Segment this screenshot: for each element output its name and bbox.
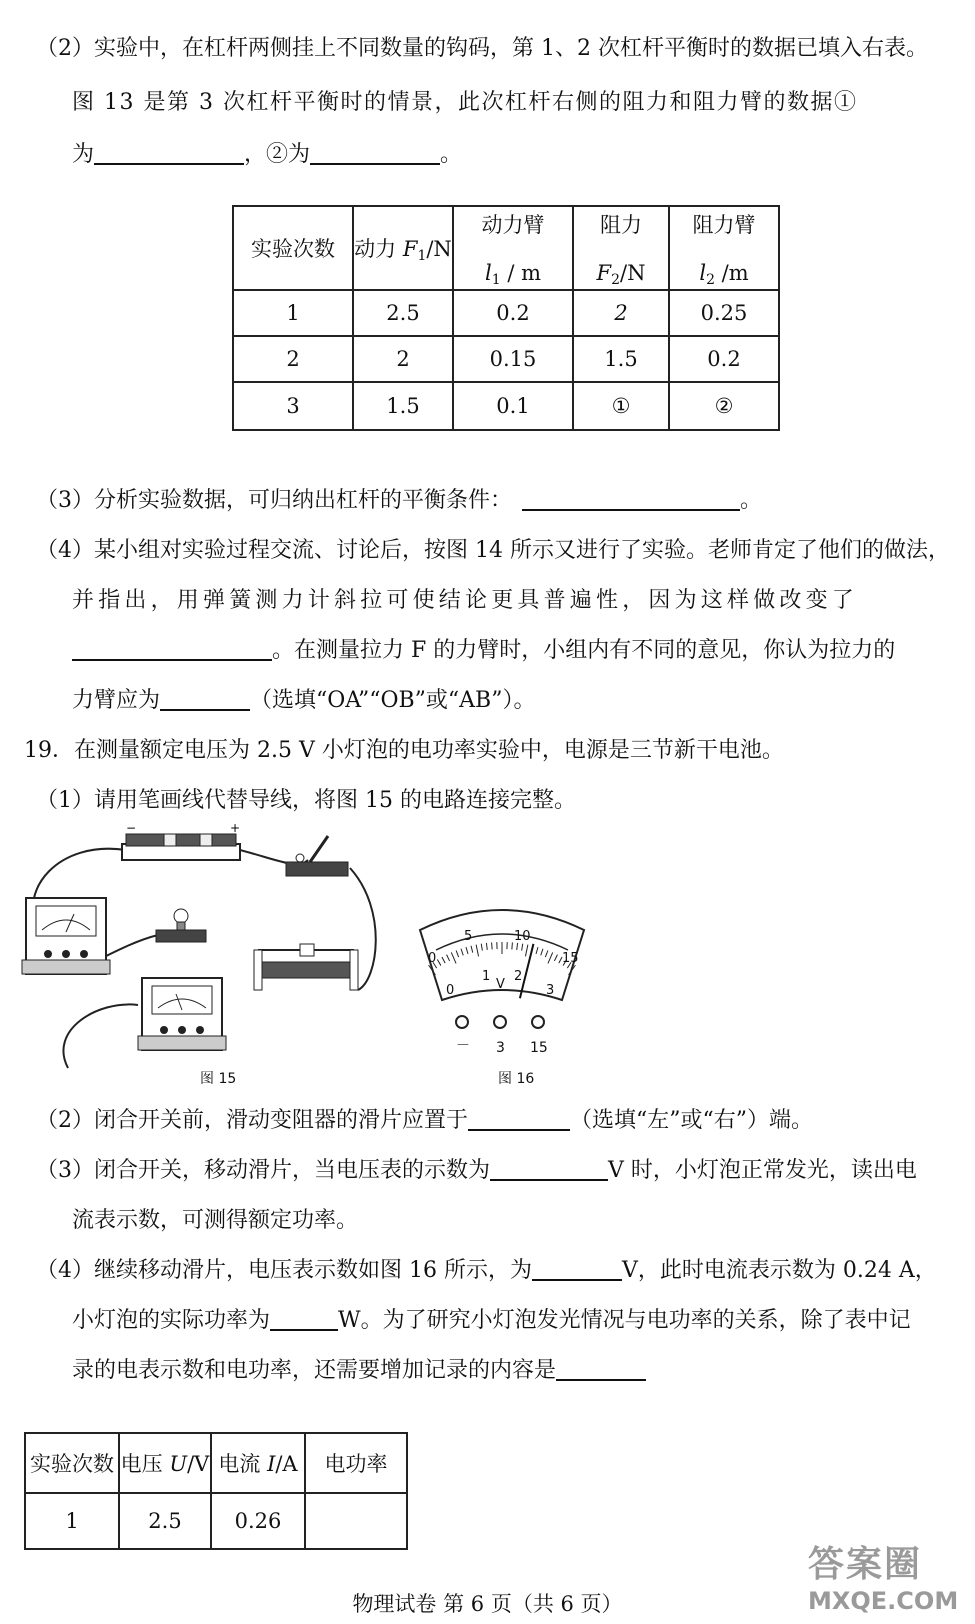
cell: 2.5 bbox=[119, 1493, 211, 1549]
cell: 2 bbox=[573, 290, 669, 336]
text: W。为了研究小灯泡发光情况与电功率的关系，除了表中记 bbox=[338, 1308, 911, 1333]
text: 力臂应为 bbox=[72, 688, 161, 713]
voltmeter-icon bbox=[138, 978, 226, 1050]
header-bottom: $F_2/N$ bbox=[596, 260, 646, 288]
scale-top-label: 10 bbox=[514, 929, 531, 944]
text: V，此时电流表示数为 0.24 A， bbox=[621, 1258, 937, 1283]
answer-blank-5[interactable] bbox=[160, 687, 250, 711]
scale-top-label: 0 bbox=[428, 951, 437, 966]
q19-stem: 19．在测量额定电压为 2.5 V 小灯泡的电功率实验中，电源是三节新干电池。 bbox=[24, 738, 784, 763]
scale-bottom-label: 2 bbox=[514, 969, 523, 984]
q19-part2 bbox=[36, 1106, 813, 1136]
q19-part3-line1 bbox=[36, 1156, 917, 1186]
terminal-icon bbox=[532, 1016, 544, 1028]
q18-part2-line2: 图 13 是第 3 次杠杆平衡时的情景，此次杠杆右侧的阻力和阻力臂的数据① bbox=[72, 90, 858, 115]
lamp-icon bbox=[156, 909, 206, 942]
figure-15-caption: 图 15 bbox=[200, 1071, 237, 1087]
header-top: 阻力 bbox=[600, 212, 642, 237]
scale-bottom-label: 0 bbox=[446, 983, 455, 998]
text: 。在测量拉力 F 的力臂时，小组内有不同的意见，你认为拉力的 bbox=[272, 638, 896, 663]
text: 小灯泡的实际功率为 bbox=[72, 1308, 271, 1333]
dial-tick bbox=[492, 942, 493, 949]
cell: 1 bbox=[25, 1493, 119, 1549]
scale-top-label: 15 bbox=[562, 951, 579, 966]
q18-part4-line3 bbox=[72, 636, 895, 666]
q18-part2-line3 bbox=[72, 140, 462, 170]
scale-top-label: 5 bbox=[464, 929, 473, 944]
rheostat-icon bbox=[254, 944, 358, 990]
cell[interactable] bbox=[305, 1493, 407, 1549]
subscript: 1 bbox=[417, 247, 427, 264]
text: （2）闭合开关前，滑动变阻器的滑片应置于 bbox=[36, 1108, 468, 1133]
text: ，②为 bbox=[244, 142, 311, 167]
answer-blank-10[interactable] bbox=[556, 1357, 646, 1381]
text: （3）分析实验数据，可归纳出杠杆的平衡条件： bbox=[36, 488, 512, 513]
cell: ② bbox=[669, 382, 779, 430]
q19-part4-line3 bbox=[72, 1356, 646, 1386]
q18-part3 bbox=[36, 486, 762, 516]
header-bottom: $l_2$ /m bbox=[699, 260, 749, 288]
table-row bbox=[233, 382, 779, 430]
header-cell: 实验次数 bbox=[25, 1433, 119, 1493]
header-bottom: $l_1$ / m bbox=[485, 260, 541, 288]
answer-blank-9[interactable] bbox=[270, 1307, 338, 1331]
circuit-figure bbox=[18, 821, 388, 1062]
text: 为 bbox=[72, 142, 95, 167]
header-cell: 电流 I/A bbox=[211, 1433, 305, 1493]
figure-16-caption: 图 16 bbox=[498, 1071, 535, 1087]
text: 。 bbox=[740, 488, 763, 513]
svg-text:−: − bbox=[126, 821, 137, 835]
meter-unit: V bbox=[496, 977, 505, 992]
cell: 0.2 bbox=[669, 336, 779, 382]
answer-blank-2[interactable] bbox=[310, 141, 440, 165]
header-cell: 电压 U/V bbox=[119, 1433, 211, 1493]
answer-blank-8[interactable] bbox=[532, 1257, 622, 1281]
header-cell: 电功率 bbox=[305, 1433, 407, 1493]
header-cell bbox=[573, 206, 669, 290]
switch-icon bbox=[286, 836, 348, 876]
terminal-label: － bbox=[456, 1038, 470, 1054]
q18-part4-line1: （4）某小组对实验过程交流、讨论后，按图 14 所示又进行了实验。老师肯定了他们的做法， bbox=[36, 538, 950, 563]
text: （3）闭合开关，移动滑片，当电压表的示数为 bbox=[36, 1158, 490, 1183]
watermark-text: 答案圈 bbox=[808, 1544, 923, 1585]
cell: 3 bbox=[233, 382, 353, 430]
dial-tick bbox=[512, 942, 513, 949]
q19-part1: （1）请用笔画线代替导线，将图 15 的电路连接完整。 bbox=[36, 788, 576, 813]
terminal-icon bbox=[494, 1016, 506, 1028]
q19-part4-line1 bbox=[36, 1256, 937, 1286]
q18-part4-line2: 并指出，用弹簧测力计斜拉可使结论更具普遍性，因为这样做改变了 bbox=[72, 588, 859, 613]
cell: 2.5 bbox=[353, 290, 453, 336]
text: （选填“OA”“OB”或“AB”）。 bbox=[250, 688, 536, 713]
terminal-label: 3 bbox=[496, 1040, 505, 1056]
scale-bottom-label: 1 bbox=[482, 969, 491, 984]
cell: 0.2 bbox=[453, 290, 573, 336]
header-top: 阻力臂 bbox=[692, 212, 756, 237]
text: （4）继续移动滑片，电压表示数如图 16 所示，为 bbox=[36, 1258, 532, 1283]
text: V 时，小灯泡正常发光，读出电 bbox=[608, 1158, 917, 1183]
text: 录的电表示数和电功率，还需要增加记录的内容是 bbox=[72, 1358, 557, 1383]
header-label: 动力 bbox=[354, 236, 403, 261]
q18-part4-line4 bbox=[72, 686, 535, 716]
battery-pack-icon bbox=[122, 821, 240, 860]
unit: /N bbox=[426, 236, 452, 261]
header-top: 动力臂 bbox=[481, 212, 545, 237]
cell: 0.25 bbox=[669, 290, 779, 336]
terminal-label: 15 bbox=[530, 1040, 548, 1056]
watermark-domain: MXQE.COM bbox=[808, 1587, 959, 1615]
table-row bbox=[25, 1493, 407, 1549]
table-row bbox=[233, 290, 779, 336]
answer-blank-6[interactable] bbox=[468, 1107, 570, 1131]
cell: 1.5 bbox=[353, 382, 453, 430]
q19-part3-line2: 流表示数，可测得额定功率。 bbox=[72, 1208, 359, 1233]
cell: 0.1 bbox=[453, 382, 573, 430]
answer-blank-3[interactable] bbox=[522, 487, 740, 511]
header-cell: 实验次数 bbox=[233, 206, 353, 290]
cell: 1 bbox=[233, 290, 353, 336]
text: （选填“左”或“右”）端。 bbox=[570, 1108, 813, 1133]
cell: 0.26 bbox=[211, 1493, 305, 1549]
svg-text:+: + bbox=[230, 821, 241, 835]
terminal-icon bbox=[456, 1016, 468, 1028]
cell: 0.15 bbox=[453, 336, 573, 382]
header-cell bbox=[353, 206, 453, 290]
q19-part4-line2 bbox=[72, 1306, 911, 1336]
q18-part2-line1: （2）实验中，在杠杆两侧挂上不同数量的钩码，第 1、2 次杠杆平衡时的数据已填入右表。 bbox=[36, 36, 928, 61]
answer-blank-7[interactable] bbox=[490, 1157, 608, 1181]
table-row bbox=[233, 336, 779, 382]
answer-blank-4[interactable] bbox=[72, 637, 272, 661]
ammeter-icon bbox=[22, 898, 110, 974]
cell: ① bbox=[573, 382, 669, 430]
symbol: F bbox=[402, 236, 418, 261]
answer-blank-1[interactable] bbox=[94, 141, 244, 165]
voltmeter-dial bbox=[412, 900, 592, 1060]
lever-data-table bbox=[232, 205, 780, 431]
header-cell bbox=[453, 206, 573, 290]
cell: 2 bbox=[353, 336, 453, 382]
header-cell bbox=[669, 206, 779, 290]
scale-bottom-label: 3 bbox=[546, 983, 555, 998]
page-footer: 物理试卷 第 6 页（共 6 页） bbox=[352, 1592, 623, 1616]
text: 。 bbox=[440, 142, 463, 167]
power-data-table bbox=[24, 1432, 408, 1550]
cell: 1.5 bbox=[573, 336, 669, 382]
cell: 2 bbox=[233, 336, 353, 382]
